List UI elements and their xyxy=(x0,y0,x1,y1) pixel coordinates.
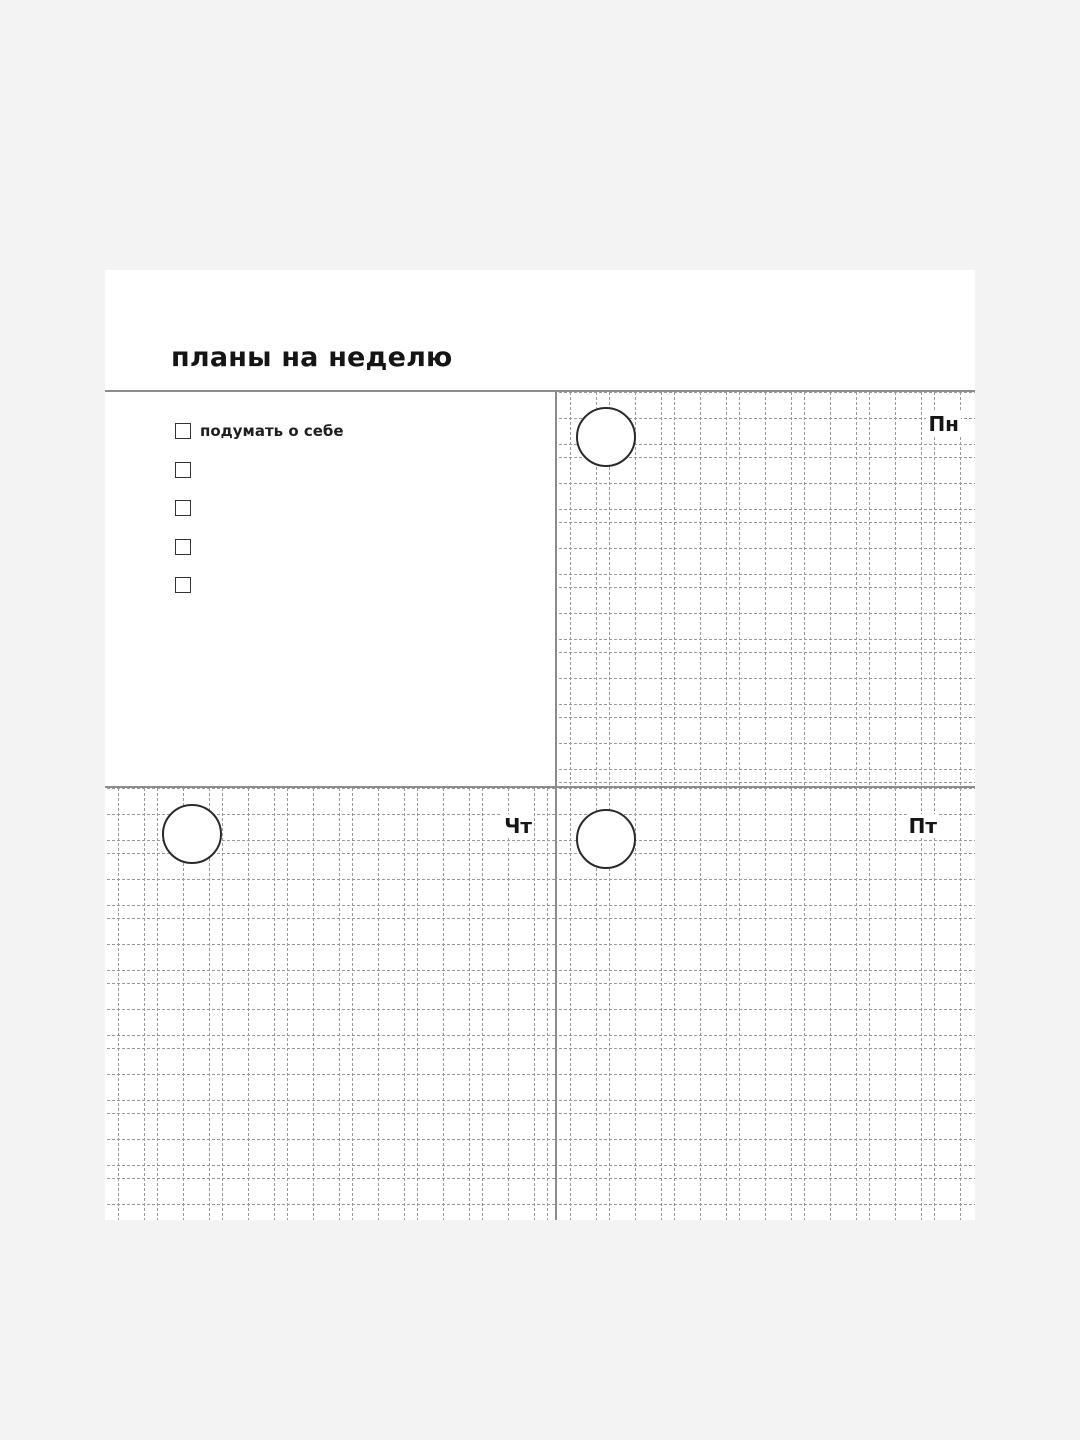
task-label: подумать о себе xyxy=(200,422,344,441)
vertical-divider xyxy=(555,392,557,1220)
task-list xyxy=(175,412,344,605)
list-item[interactable] xyxy=(175,528,344,567)
thursday-date-circle xyxy=(162,804,222,864)
list-item[interactable] xyxy=(175,489,344,528)
monday-date-circle xyxy=(576,407,636,467)
task-checkbox[interactable] xyxy=(175,500,191,516)
friday-date-circle xyxy=(576,809,636,869)
thursday-label: Чт xyxy=(504,814,532,838)
monday-label: Пн xyxy=(928,412,959,436)
task-checkbox[interactable] xyxy=(175,423,191,439)
middle-divider xyxy=(105,786,975,788)
list-item[interactable] xyxy=(175,451,344,490)
list-item[interactable] xyxy=(175,566,344,605)
task-checkbox[interactable] xyxy=(175,462,191,478)
friday-grid-panel xyxy=(557,788,975,1220)
planner-page xyxy=(105,270,975,1220)
page-title: планы на неделю xyxy=(171,342,453,373)
list-item[interactable] xyxy=(175,412,344,451)
friday-label: Пт xyxy=(908,814,937,838)
task-checkbox[interactable] xyxy=(175,577,191,593)
task-checkbox[interactable] xyxy=(175,539,191,555)
thursday-grid-panel xyxy=(105,788,555,1220)
monday-grid-panel xyxy=(557,392,975,786)
